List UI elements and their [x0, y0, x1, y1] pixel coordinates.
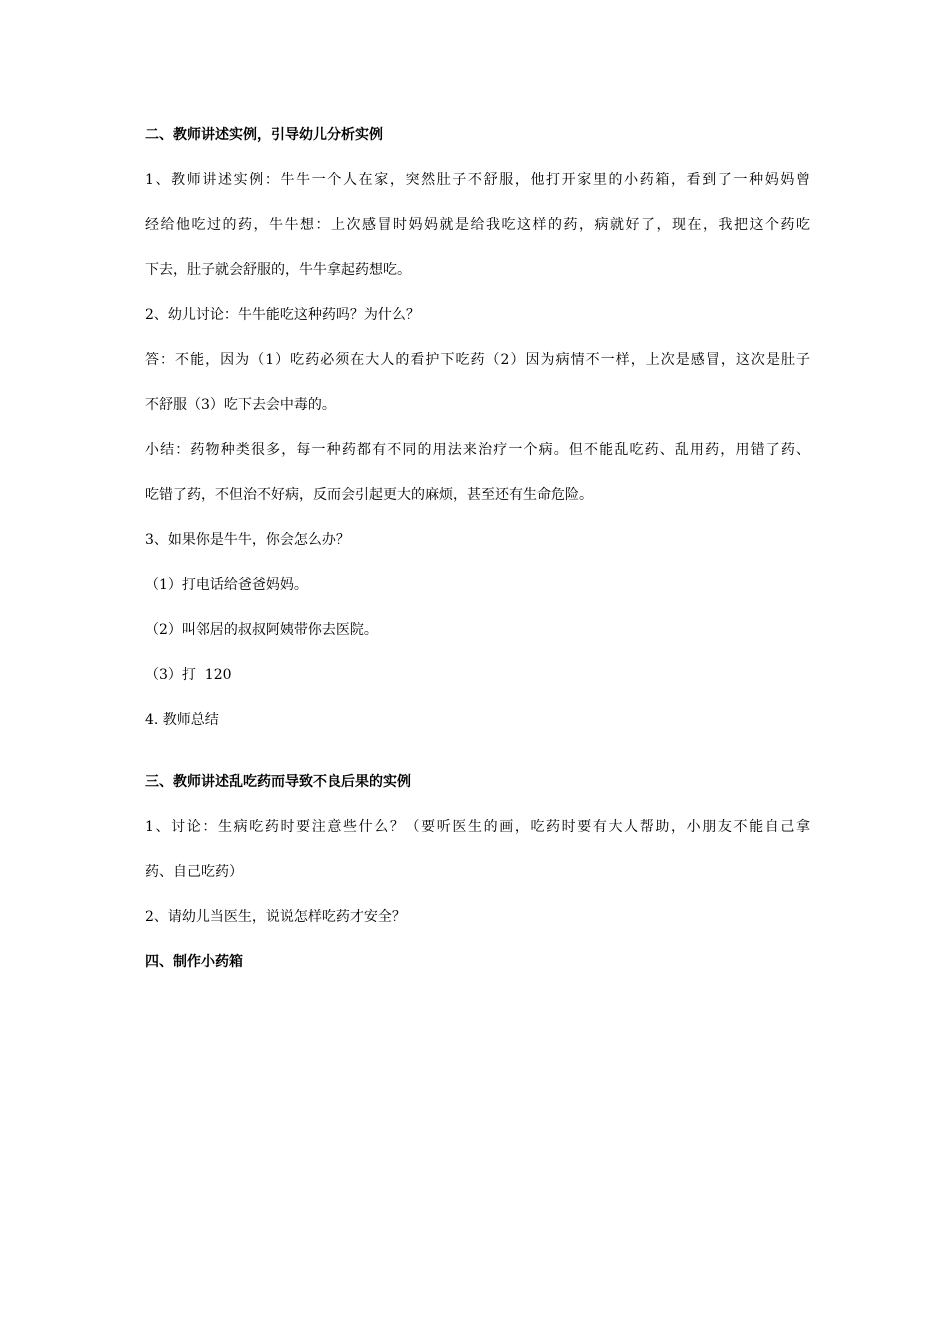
document-body	[145, 124, 810, 973]
section-2-item-3: 3、如果你是牛牛，你会怎么办？	[145, 532, 350, 548]
section-2-item-4: 4. 教师总结	[145, 712, 219, 728]
answer-line-1: 答：不能，因为（1）吃药必须在大人的看护下吃药（2）因为病情不一样，上次是感冒，这次是肚子	[145, 352, 810, 368]
summary-line-1: 小结：药物种类很多，每一种药都有不同的用法来治疗一个病。但不能乱吃药、乱用药，用错了药、	[145, 442, 810, 458]
section-4-heading: 四、制作小药箱	[145, 954, 243, 970]
section-3-item-2: 2、请幼儿当医生，说说怎样吃药才安全？	[145, 909, 406, 925]
section-2-item-1-line-2: 经给他吃过的药，牛牛想：上次感冒时妈妈就是给我吃这样的药，病就好了，现在，我把这个药吃	[145, 217, 810, 233]
section-2-item-2: 2、幼儿讨论：牛牛能吃这种药吗？为什么？	[145, 307, 420, 323]
option-1: （1）打电话给爸爸妈妈。	[145, 577, 308, 593]
option-2: （2）叫邻居的叔叔阿姨带你去医院。	[145, 622, 378, 638]
section-3-item-1-line-1: 1、讨论：生病吃药时要注意些什么？（要听医生的画，吃药时要有大人帮助，小朋友不能自己拿	[145, 819, 810, 835]
section-2-item-1-line-3: 下去，肚子就会舒服的，牛牛拿起药想吃。	[145, 262, 411, 278]
summary-line-2: 吃错了药，不但治不好病，反而会引起更大的麻烦，甚至还有生命危险。	[145, 487, 593, 503]
option-3: （3）打 120	[145, 667, 232, 683]
section-2-heading: 二、教师讲述实例，引导幼儿分析实例	[145, 127, 383, 143]
section-3-heading: 三、教师讲述乱吃药而导致不良后果的实例	[145, 774, 411, 790]
section-3-item-1-line-2: 药、自己吃药）	[145, 864, 243, 880]
section-2-item-1-line-1: 1、教师讲述实例：牛牛一个人在家，突然肚子不舒服，他打开家里的小药箱，看到了一种妈妈曾	[145, 172, 810, 188]
answer-line-2: 不舒服（3）吃下去会中毒的。	[145, 397, 336, 413]
